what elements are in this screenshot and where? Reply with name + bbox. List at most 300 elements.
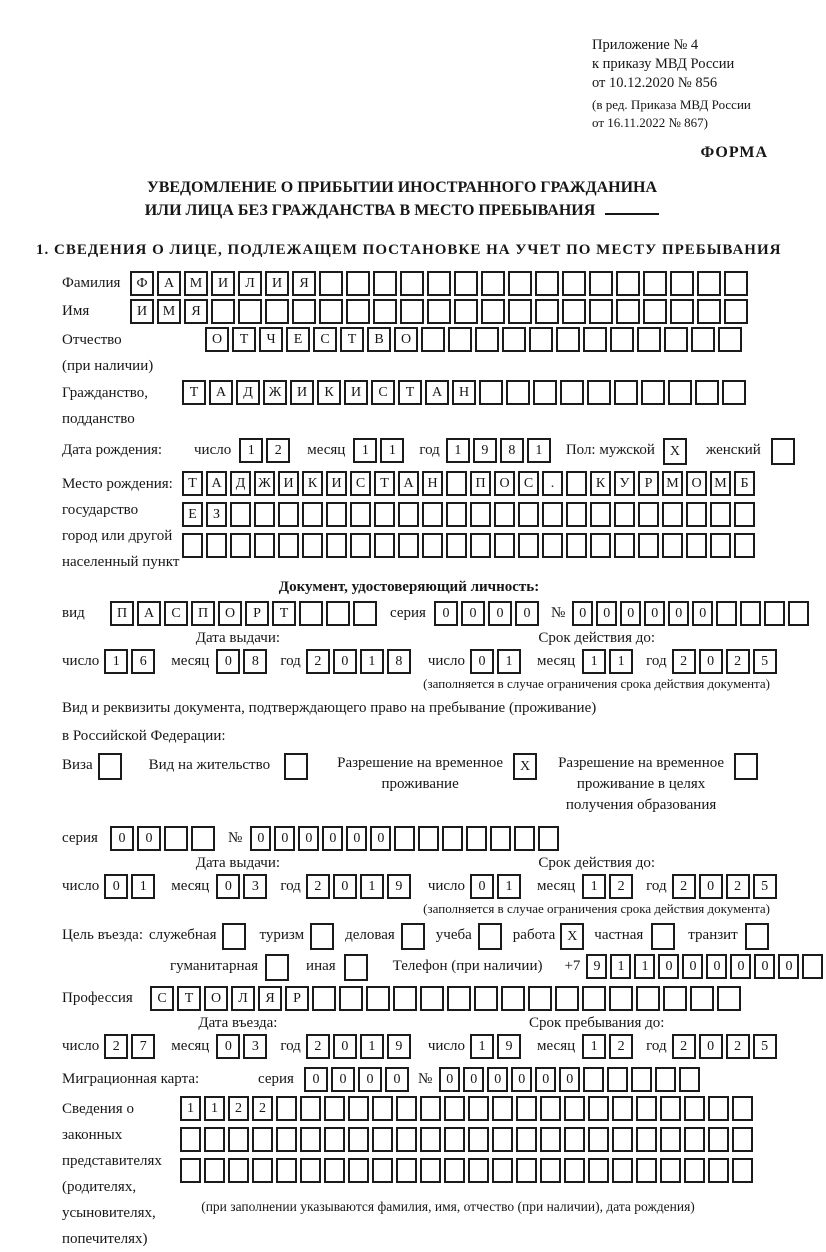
form-cell[interactable] [686,502,707,527]
form-cell[interactable]: 7 [131,1034,155,1059]
form-cell[interactable] [518,502,539,527]
form-cell[interactable]: С [313,327,337,352]
form-cell[interactable] [446,502,467,527]
form-cell[interactable] [636,986,660,1011]
form-cell[interactable] [326,533,347,558]
form-cell[interactable]: Т [340,327,364,352]
form-cell[interactable] [716,601,737,626]
form-cell[interactable] [643,299,667,324]
form-cell[interactable] [98,753,122,780]
form-cell[interactable] [230,533,251,558]
form-cell[interactable]: 1 [204,1096,225,1121]
form-cell[interactable] [324,1158,345,1183]
form-cell[interactable]: 5 [753,874,777,899]
form-cell[interactable] [302,502,323,527]
form-cell[interactable] [745,923,769,950]
form-cell[interactable]: К [302,471,323,496]
form-cell[interactable]: 3 [243,874,267,899]
form-cell[interactable] [609,986,633,1011]
form-cell[interactable] [401,923,425,950]
form-cell[interactable]: П [191,601,215,626]
form-cell[interactable]: 2 [672,649,696,674]
form-cell[interactable] [529,327,553,352]
form-cell[interactable] [668,380,692,405]
form-cell[interactable]: 1 [239,438,263,463]
form-cell[interactable] [740,601,761,626]
form-cell[interactable]: 0 [470,649,494,674]
form-cell[interactable]: Я [184,299,208,324]
form-cell[interactable] [238,299,262,324]
form-cell[interactable] [300,1096,321,1121]
form-cell[interactable]: 0 [559,1067,580,1092]
form-cell[interactable] [418,826,439,851]
form-cell[interactable]: 0 [706,954,727,979]
form-cell[interactable] [299,601,323,626]
form-cell[interactable]: 8 [500,438,524,463]
form-cell[interactable] [708,1158,729,1183]
form-cell[interactable]: З [206,502,227,527]
form-cell[interactable] [372,1158,393,1183]
form-cell[interactable]: И [278,471,299,496]
form-cell[interactable]: Н [422,471,443,496]
form-cell[interactable] [582,986,606,1011]
form-cell[interactable] [470,502,491,527]
form-cell[interactable]: 0 [572,601,593,626]
form-cell[interactable]: 2 [726,1034,750,1059]
form-cell[interactable] [427,299,451,324]
form-cell[interactable]: 2 [609,874,633,899]
form-cell[interactable] [501,986,525,1011]
form-cell[interactable]: 1 [470,1034,494,1059]
form-cell[interactable]: О [394,327,418,352]
form-cell[interactable] [764,601,785,626]
form-cell[interactable] [252,1158,273,1183]
form-cell[interactable]: 1 [610,954,631,979]
form-cell[interactable]: Л [238,271,262,296]
form-cell[interactable]: 2 [104,1034,128,1059]
form-cell[interactable]: 0 [470,874,494,899]
form-cell[interactable] [614,502,635,527]
form-cell[interactable] [514,826,535,851]
form-cell[interactable]: 0 [110,826,134,851]
form-cell[interactable] [506,380,530,405]
form-cell[interactable] [324,1127,345,1152]
form-cell[interactable] [670,271,694,296]
form-cell[interactable] [660,1096,681,1121]
form-cell[interactable]: И [344,380,368,405]
form-cell[interactable] [366,986,390,1011]
form-cell[interactable]: 1 [353,438,377,463]
form-cell[interactable]: 0 [439,1067,460,1092]
form-cell[interactable] [684,1127,705,1152]
form-cell[interactable]: 9 [497,1034,521,1059]
form-cell[interactable] [444,1127,465,1152]
form-cell[interactable] [204,1158,225,1183]
form-cell[interactable] [446,533,467,558]
form-cell[interactable] [732,1158,753,1183]
form-cell[interactable] [211,299,235,324]
form-cell[interactable]: 0 [463,1067,484,1092]
form-cell[interactable] [312,986,336,1011]
form-cell[interactable] [538,826,559,851]
form-cell[interactable] [589,271,613,296]
form-cell[interactable]: 0 [730,954,751,979]
form-cell[interactable] [589,299,613,324]
form-cell[interactable]: М [662,471,683,496]
form-cell[interactable] [492,1158,513,1183]
form-cell[interactable] [492,1096,513,1121]
form-cell[interactable]: 8 [243,649,267,674]
form-cell[interactable] [690,986,714,1011]
form-cell[interactable]: 1 [131,874,155,899]
form-cell[interactable] [454,299,478,324]
form-cell[interactable] [374,502,395,527]
form-cell[interactable]: 0 [511,1067,532,1092]
form-cell[interactable] [180,1158,201,1183]
form-cell[interactable] [641,380,665,405]
form-cell[interactable] [466,826,487,851]
form-cell[interactable] [616,299,640,324]
form-cell[interactable] [346,271,370,296]
form-cell[interactable]: 2 [672,1034,696,1059]
form-cell[interactable] [566,471,587,496]
form-cell[interactable]: А [425,380,449,405]
form-cell[interactable]: Р [638,471,659,496]
form-cell[interactable] [516,1096,537,1121]
form-cell[interactable] [481,271,505,296]
form-cell[interactable] [542,533,563,558]
form-cell[interactable] [470,533,491,558]
form-cell[interactable]: М [184,271,208,296]
form-cell[interactable] [468,1096,489,1121]
form-cell[interactable] [350,502,371,527]
form-cell[interactable]: А [157,271,181,296]
form-cell[interactable]: С [150,986,174,1011]
form-cell[interactable]: 0 [274,826,295,851]
form-cell[interactable] [444,1158,465,1183]
form-cell[interactable]: 1 [582,874,606,899]
form-cell[interactable]: Т [272,601,296,626]
form-cell[interactable] [348,1158,369,1183]
form-cell[interactable] [638,533,659,558]
form-cell[interactable] [446,471,467,496]
form-cell[interactable]: 1 [360,874,384,899]
form-cell[interactable]: Ж [263,380,287,405]
form-cell[interactable] [230,502,251,527]
form-cell[interactable]: Д [236,380,260,405]
form-cell[interactable]: 2 [726,874,750,899]
form-cell[interactable] [420,1127,441,1152]
form-cell[interactable] [564,1127,585,1152]
form-cell[interactable]: 1 [609,649,633,674]
form-cell[interactable]: 2 [306,649,330,674]
form-cell[interactable]: 0 [699,874,723,899]
form-cell[interactable] [614,380,638,405]
form-cell[interactable] [655,1067,676,1092]
form-cell[interactable]: У [614,471,635,496]
form-cell[interactable] [478,923,502,950]
form-cell[interactable] [734,753,758,780]
form-cell[interactable] [420,1096,441,1121]
form-cell[interactable]: И [265,271,289,296]
form-cell[interactable]: Л [231,986,255,1011]
form-cell[interactable]: И [130,299,154,324]
form-cell[interactable]: 2 [306,874,330,899]
form-cell[interactable]: X [513,753,537,780]
form-cell[interactable] [660,1127,681,1152]
form-cell[interactable] [587,380,611,405]
form-cell[interactable]: 0 [104,874,128,899]
form-cell[interactable]: 0 [333,649,357,674]
form-cell[interactable] [398,502,419,527]
form-cell[interactable] [734,502,755,527]
form-cell[interactable] [724,271,748,296]
form-cell[interactable] [636,1158,657,1183]
form-cell[interactable]: И [290,380,314,405]
form-cell[interactable] [276,1158,297,1183]
form-cell[interactable]: А [137,601,161,626]
form-cell[interactable]: Б [734,471,755,496]
form-cell[interactable] [583,327,607,352]
form-cell[interactable]: Я [292,271,316,296]
form-cell[interactable] [540,1127,561,1152]
form-cell[interactable]: 1 [582,649,606,674]
form-cell[interactable] [422,533,443,558]
form-cell[interactable]: Т [398,380,422,405]
form-cell[interactable] [542,502,563,527]
form-cell[interactable]: Т [374,471,395,496]
form-cell[interactable] [494,502,515,527]
form-cell[interactable]: 2 [306,1034,330,1059]
form-cell[interactable]: Р [245,601,269,626]
form-cell[interactable]: 1 [497,649,521,674]
form-cell[interactable] [265,954,289,981]
form-cell[interactable] [396,1096,417,1121]
form-cell[interactable]: 0 [487,1067,508,1092]
form-cell[interactable]: С [164,601,188,626]
form-cell[interactable]: 0 [515,601,539,626]
form-cell[interactable] [319,299,343,324]
form-cell[interactable] [540,1158,561,1183]
form-cell[interactable] [638,502,659,527]
form-cell[interactable] [631,1067,652,1092]
form-cell[interactable]: К [317,380,341,405]
form-cell[interactable]: 0 [216,874,240,899]
form-cell[interactable] [422,502,443,527]
form-cell[interactable] [562,271,586,296]
form-cell[interactable] [679,1067,700,1092]
form-cell[interactable]: 0 [385,1067,409,1092]
form-cell[interactable] [533,380,557,405]
form-cell[interactable] [583,1067,604,1092]
form-cell[interactable] [734,533,755,558]
form-cell[interactable] [788,601,809,626]
form-cell[interactable] [254,502,275,527]
form-cell[interactable] [454,271,478,296]
form-cell[interactable]: М [710,471,731,496]
form-cell[interactable] [691,327,715,352]
form-cell[interactable] [164,826,188,851]
form-cell[interactable]: И [211,271,235,296]
form-cell[interactable]: 8 [387,649,411,674]
form-cell[interactable] [324,1096,345,1121]
form-cell[interactable] [612,1127,633,1152]
form-cell[interactable] [651,923,675,950]
form-cell[interactable] [348,1127,369,1152]
form-cell[interactable] [191,826,215,851]
form-cell[interactable] [670,299,694,324]
form-cell[interactable] [643,271,667,296]
form-cell[interactable]: П [110,601,134,626]
form-cell[interactable] [540,1096,561,1121]
form-cell[interactable]: Р [285,986,309,1011]
form-cell[interactable] [481,299,505,324]
form-cell[interactable] [344,954,368,981]
form-cell[interactable] [516,1127,537,1152]
form-cell[interactable] [180,1127,201,1152]
form-cell[interactable] [278,533,299,558]
form-cell[interactable]: 2 [672,874,696,899]
form-cell[interactable] [475,327,499,352]
form-cell[interactable] [535,271,559,296]
form-cell[interactable] [686,533,707,558]
form-cell[interactable] [353,601,377,626]
form-cell[interactable] [252,1127,273,1152]
form-cell[interactable] [490,826,511,851]
form-cell[interactable] [616,271,640,296]
form-cell[interactable]: 0 [754,954,775,979]
form-cell[interactable] [636,1127,657,1152]
form-cell[interactable] [228,1127,249,1152]
form-cell[interactable] [612,1158,633,1183]
form-cell[interactable]: 1 [180,1096,201,1121]
form-cell[interactable] [724,299,748,324]
form-cell[interactable]: Ж [254,471,275,496]
form-cell[interactable]: 0 [699,1034,723,1059]
form-cell[interactable]: Е [182,502,203,527]
form-cell[interactable] [300,1127,321,1152]
form-cell[interactable] [697,271,721,296]
form-cell[interactable] [663,986,687,1011]
form-cell[interactable] [204,1127,225,1152]
form-cell[interactable] [508,299,532,324]
form-cell[interactable]: 1 [360,1034,384,1059]
form-cell[interactable] [637,327,661,352]
form-cell[interactable]: В [367,327,391,352]
form-cell[interactable]: М [157,299,181,324]
form-cell[interactable] [566,502,587,527]
form-cell[interactable] [300,1158,321,1183]
form-cell[interactable]: 5 [753,649,777,674]
form-cell[interactable] [420,1158,441,1183]
form-cell[interactable] [400,271,424,296]
form-cell[interactable] [662,502,683,527]
form-cell[interactable] [346,299,370,324]
form-cell[interactable] [265,299,289,324]
form-cell[interactable] [528,986,552,1011]
form-cell[interactable] [372,1096,393,1121]
form-cell[interactable]: 2 [228,1096,249,1121]
form-cell[interactable] [564,1096,585,1121]
form-cell[interactable]: Е [286,327,310,352]
form-cell[interactable]: 3 [243,1034,267,1059]
form-cell[interactable]: 0 [596,601,617,626]
form-cell[interactable] [684,1158,705,1183]
form-cell[interactable] [664,327,688,352]
form-cell[interactable] [396,1158,417,1183]
form-cell[interactable] [660,1158,681,1183]
form-cell[interactable]: 0 [333,1034,357,1059]
form-cell[interactable]: О [218,601,242,626]
form-cell[interactable]: 1 [360,649,384,674]
form-cell[interactable] [684,1096,705,1121]
form-cell[interactable]: 0 [304,1067,328,1092]
form-cell[interactable]: X [663,438,687,465]
form-cell[interactable]: 0 [358,1067,382,1092]
form-cell[interactable]: Т [232,327,256,352]
form-cell[interactable]: О [205,327,229,352]
form-cell[interactable] [562,299,586,324]
form-cell[interactable]: О [204,986,228,1011]
form-cell[interactable]: 9 [586,954,607,979]
form-cell[interactable]: К [590,471,611,496]
form-cell[interactable]: С [350,471,371,496]
form-cell[interactable]: 9 [387,874,411,899]
form-cell[interactable]: 0 [535,1067,556,1092]
form-cell[interactable] [607,1067,628,1092]
form-cell[interactable] [447,986,471,1011]
form-cell[interactable] [697,299,721,324]
form-cell[interactable] [326,601,350,626]
form-cell[interactable]: 0 [644,601,665,626]
form-cell[interactable] [555,986,579,1011]
form-cell[interactable]: 0 [333,874,357,899]
form-cell[interactable] [444,1096,465,1121]
form-cell[interactable]: П [470,471,491,496]
form-cell[interactable]: 1 [104,649,128,674]
form-cell[interactable]: Д [230,471,251,496]
form-cell[interactable] [292,299,316,324]
form-cell[interactable] [468,1158,489,1183]
form-cell[interactable] [393,986,417,1011]
form-cell[interactable] [350,533,371,558]
form-cell[interactable] [276,1096,297,1121]
form-cell[interactable]: А [206,471,227,496]
form-cell[interactable] [610,327,634,352]
form-cell[interactable] [374,533,395,558]
form-cell[interactable] [556,327,580,352]
form-cell[interactable] [348,1096,369,1121]
form-cell[interactable] [474,986,498,1011]
form-cell[interactable]: 0 [216,649,240,674]
form-cell[interactable] [222,923,246,950]
form-cell[interactable]: 5 [753,1034,777,1059]
form-cell[interactable]: 0 [322,826,343,851]
form-cell[interactable] [732,1127,753,1152]
form-cell[interactable] [468,1127,489,1152]
form-cell[interactable] [802,954,823,979]
form-cell[interactable] [479,380,503,405]
form-cell[interactable] [636,1096,657,1121]
form-cell[interactable]: Т [182,471,203,496]
form-cell[interactable] [278,502,299,527]
form-cell[interactable] [588,1158,609,1183]
form-cell[interactable]: 0 [658,954,679,979]
form-cell[interactable] [254,533,275,558]
form-cell[interactable]: О [686,471,707,496]
form-cell[interactable]: X [560,923,584,950]
form-cell[interactable]: 0 [461,601,485,626]
